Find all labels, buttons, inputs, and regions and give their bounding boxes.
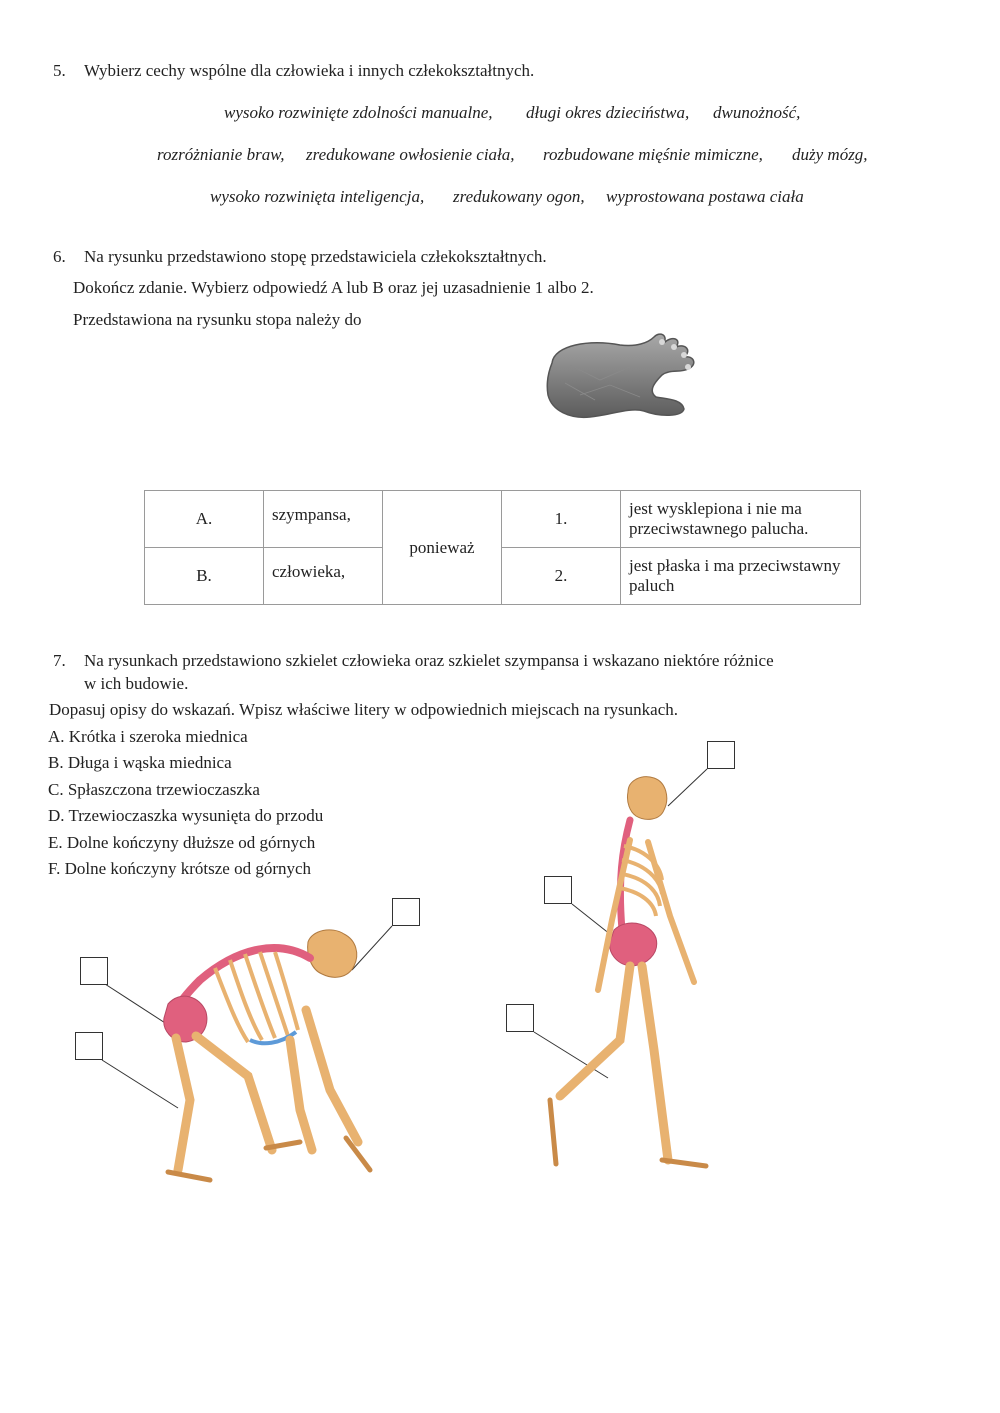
- connector: ponieważ: [383, 491, 502, 605]
- option-b-text[interactable]: człowieka,: [264, 548, 383, 605]
- q5-option[interactable]: zredukowane owłosienie ciała,: [306, 145, 515, 164]
- q7-number: 7.: [53, 651, 66, 670]
- q5-option[interactable]: wyprostowana postawa ciała: [606, 187, 804, 206]
- q6-stem: Przedstawiona na rysunku stopa należy do: [73, 310, 362, 329]
- q5-option[interactable]: duży mózg,: [792, 145, 868, 164]
- answer-box-chimp-pelvis[interactable]: [80, 957, 108, 985]
- q6-instruction: Dokończ zdanie. Wybierz odpowiedź A lub B oraz jej uzasadnienie 1 albo 2.: [73, 278, 594, 297]
- answer-box-human-leg[interactable]: [506, 1004, 534, 1032]
- reason-2-text[interactable]: jest płaska i ma przeciwstawny paluch: [621, 548, 861, 605]
- option-a-letter[interactable]: A.: [145, 491, 264, 548]
- q6-prompt: Na rysunku przedstawiono stopę przedstawiciela człekokształtnych.: [84, 247, 547, 266]
- q7-item: C. Spłaszczona trzewioczaszka: [48, 780, 260, 799]
- q7-prompt-line2: w ich budowie.: [84, 674, 189, 693]
- q5-option[interactable]: rozbudowane mięśnie mimiczne,: [543, 145, 763, 164]
- q5-option[interactable]: dwunożność,: [713, 103, 801, 122]
- q7-item: F. Dolne kończyny krótsze od górnych: [48, 859, 312, 878]
- q7-item: D. Trzewioczaszka wysunięta do przodu: [48, 806, 324, 825]
- reason-1-number[interactable]: 1.: [502, 491, 621, 548]
- q7-instruction: Dopasuj opisy do wskazań. Wpisz właściwe litery w odpowiednich miejscach na rysunkach.: [49, 700, 678, 719]
- reason-1-text[interactable]: jest wysklepiona i nie ma przeciwstawnego palucha.: [621, 491, 861, 548]
- chimpanzee-skeleton-image: [0, 880, 420, 1190]
- q5-option[interactable]: rozróżnianie braw,: [157, 145, 285, 164]
- q7-item: E. Dolne kończyny dłuższe od górnych: [48, 833, 316, 852]
- q5-number: 5.: [53, 61, 66, 80]
- answer-table: [144, 490, 861, 605]
- q7-item: B. Długa i wąska miednica: [48, 753, 232, 772]
- q5-option[interactable]: zredukowany ogon,: [453, 187, 585, 206]
- chimpanzee-foot-image: [540, 325, 705, 425]
- answer-box-chimp-leg[interactable]: [75, 1032, 103, 1060]
- q5-option[interactable]: wysoko rozwinięta inteligencja,: [210, 187, 425, 206]
- option-b-letter[interactable]: B.: [145, 548, 264, 605]
- human-skeleton-image: [480, 730, 760, 1180]
- q6-number: 6.: [53, 247, 66, 266]
- q5-option[interactable]: długi okres dzieciństwa,: [526, 103, 690, 122]
- answer-box-human-pelvis[interactable]: [544, 876, 572, 904]
- q5-prompt: Wybierz cechy wspólne dla człowieka i innych człekokształtnych.: [84, 61, 535, 80]
- option-a-text[interactable]: szympansa,: [264, 491, 383, 548]
- q5-option[interactable]: wysoko rozwinięte zdolności manualne,: [224, 103, 493, 122]
- answer-box-human-skull[interactable]: [707, 741, 735, 769]
- q7-item: A. Krótka i szeroka miednica: [48, 727, 248, 746]
- reason-2-number[interactable]: 2.: [502, 548, 621, 605]
- q7-prompt-line1: Na rysunkach przedstawiono szkielet człowieka oraz szkielet szympansa i wskazano niektóre różnice: [84, 651, 774, 670]
- answer-box-chimp-skull[interactable]: [392, 898, 420, 926]
